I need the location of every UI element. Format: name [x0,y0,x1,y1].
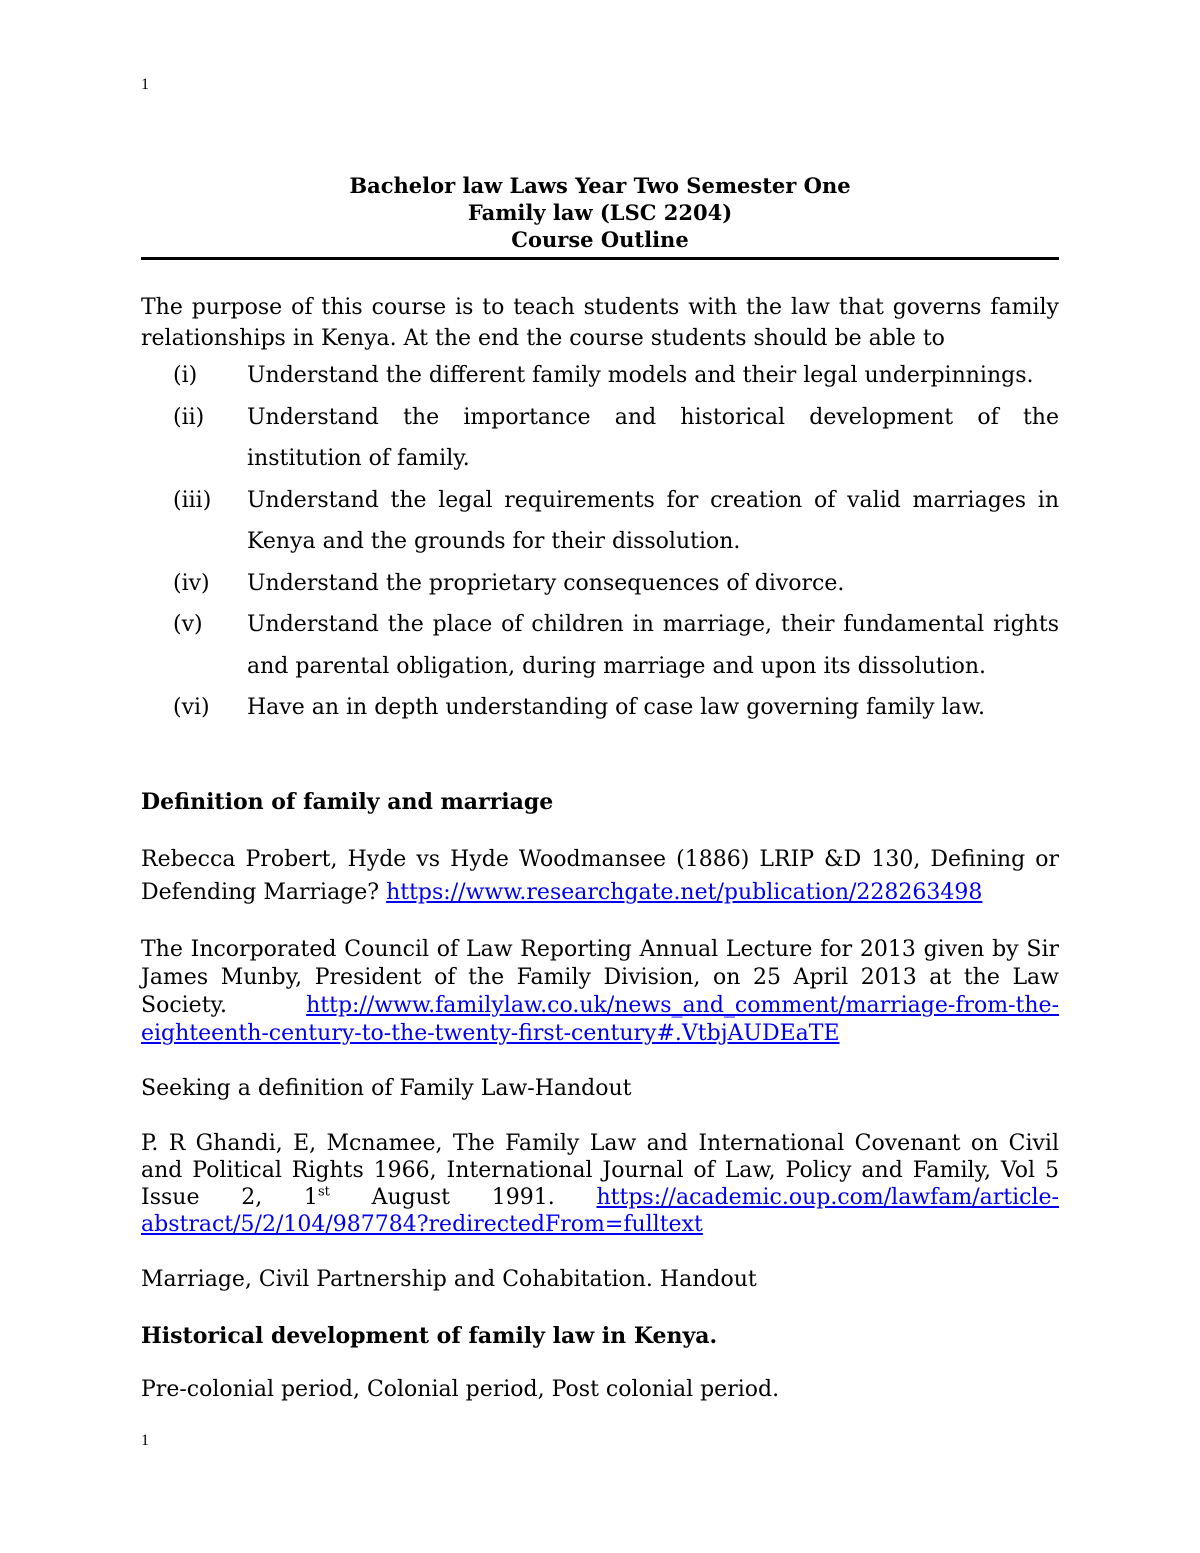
list-item [141,563,1059,605]
reference-text: Rebecca Probert, Hyde vs Hyde Woodmansee (1886) LRIP &D 130, Defining or Defending Marriage? [141,847,1059,905]
reference-text: P. R Ghandi, E, Mcnamee, The Family Law and International Covenant on Civil and Political Rights 1966, International Journal of Law, Policy and Family, Vol 5 Issue 2, 1 [141,1131,1059,1210]
list-item [141,355,1059,397]
reference-ghandi [141,1130,1059,1238]
title-line-1: Bachelor law Laws Year Two Semester One [349,173,851,198]
intro-line-1: The purpose of this course is to teach students with the law that governs family [141,295,1059,320]
section-heading-history: Historical development of family law in Kenya. [141,1323,718,1349]
list-item-text: Understand the legal requirements for creation of valid marriages in Kenya and the grounds for their dissolution. [247,487,1059,554]
reference-handout-marriage: Marriage, Civil Partnership and Cohabitation. Handout [141,1267,757,1292]
list-item-text: Have an in depth understanding of case law governing family law. [247,695,985,720]
page-number-top: 1 [141,76,149,93]
reference-probert [141,843,1059,909]
list-item-number: (vi) [173,695,210,720]
oup-link[interactable]: https://academic.oup.com/lawfam/article-abstract/5/2/104/987784?redirectedFrom=fulltext [141,1185,1059,1237]
list-item-text: Understand the place of children in marriage, their fundamental rights and parental obligation, during marriage and upon its dissolution. [247,612,1059,679]
list-item-number: (iii) [173,487,212,513]
reference-text: The Incorporated Council of Law Reporting Annual Lecture for 2013 given by Sir James Munby, President of the Family Division, on 25 April 2013 at the Law Society. [141,937,1059,1018]
list-item-number: (ii) [173,404,205,430]
list-item-number: (v) [173,612,203,637]
familylaw-link[interactable]: http://www.familylaw.co.uk/news_and_comment/marriage-from-the-eighteenth-century-to-the-twenty-first-century#.VtbjAUDEaTE [141,993,1059,1046]
list-item-text: Understand the importance and historical development of the institution of family. [247,404,1059,471]
reference-handout-definition: Seeking a definition of Family Law-Handout [141,1076,632,1101]
researchgate-link[interactable]: https://www.researchgate.net/publication/228263498 [386,880,983,905]
reference-munby [141,936,1059,1048]
list-item-number: (iv) [173,570,210,596]
history-periods: Pre-colonial period, Colonial period, Post colonial period. [141,1377,780,1402]
objectives-list [141,355,1059,729]
title-divider [141,257,1059,260]
list-item [141,397,1059,480]
list-item-text: Understand the proprietary consequences of divorce. [247,570,845,596]
section-heading-definition: Definition of family and marriage [141,789,554,815]
document-title [141,172,1059,253]
intro-line-2: relationships in Kenya. At the end the course students should be able to [141,326,945,351]
page-number-bottom: 1 [141,1432,149,1449]
list-item [141,604,1059,687]
list-item-number: (i) [173,363,198,388]
intro-paragraph [141,292,1059,354]
superscript: st [317,1184,330,1200]
reference-text: August 1991. [329,1185,597,1210]
title-line-3: Course Outline [511,227,689,252]
title-line-2: Family law (LSC 2204) [467,200,733,225]
list-item [141,687,1059,729]
list-item-text: Understand the different family models and their legal underpinnings. [247,363,1034,388]
list-item [141,480,1059,563]
